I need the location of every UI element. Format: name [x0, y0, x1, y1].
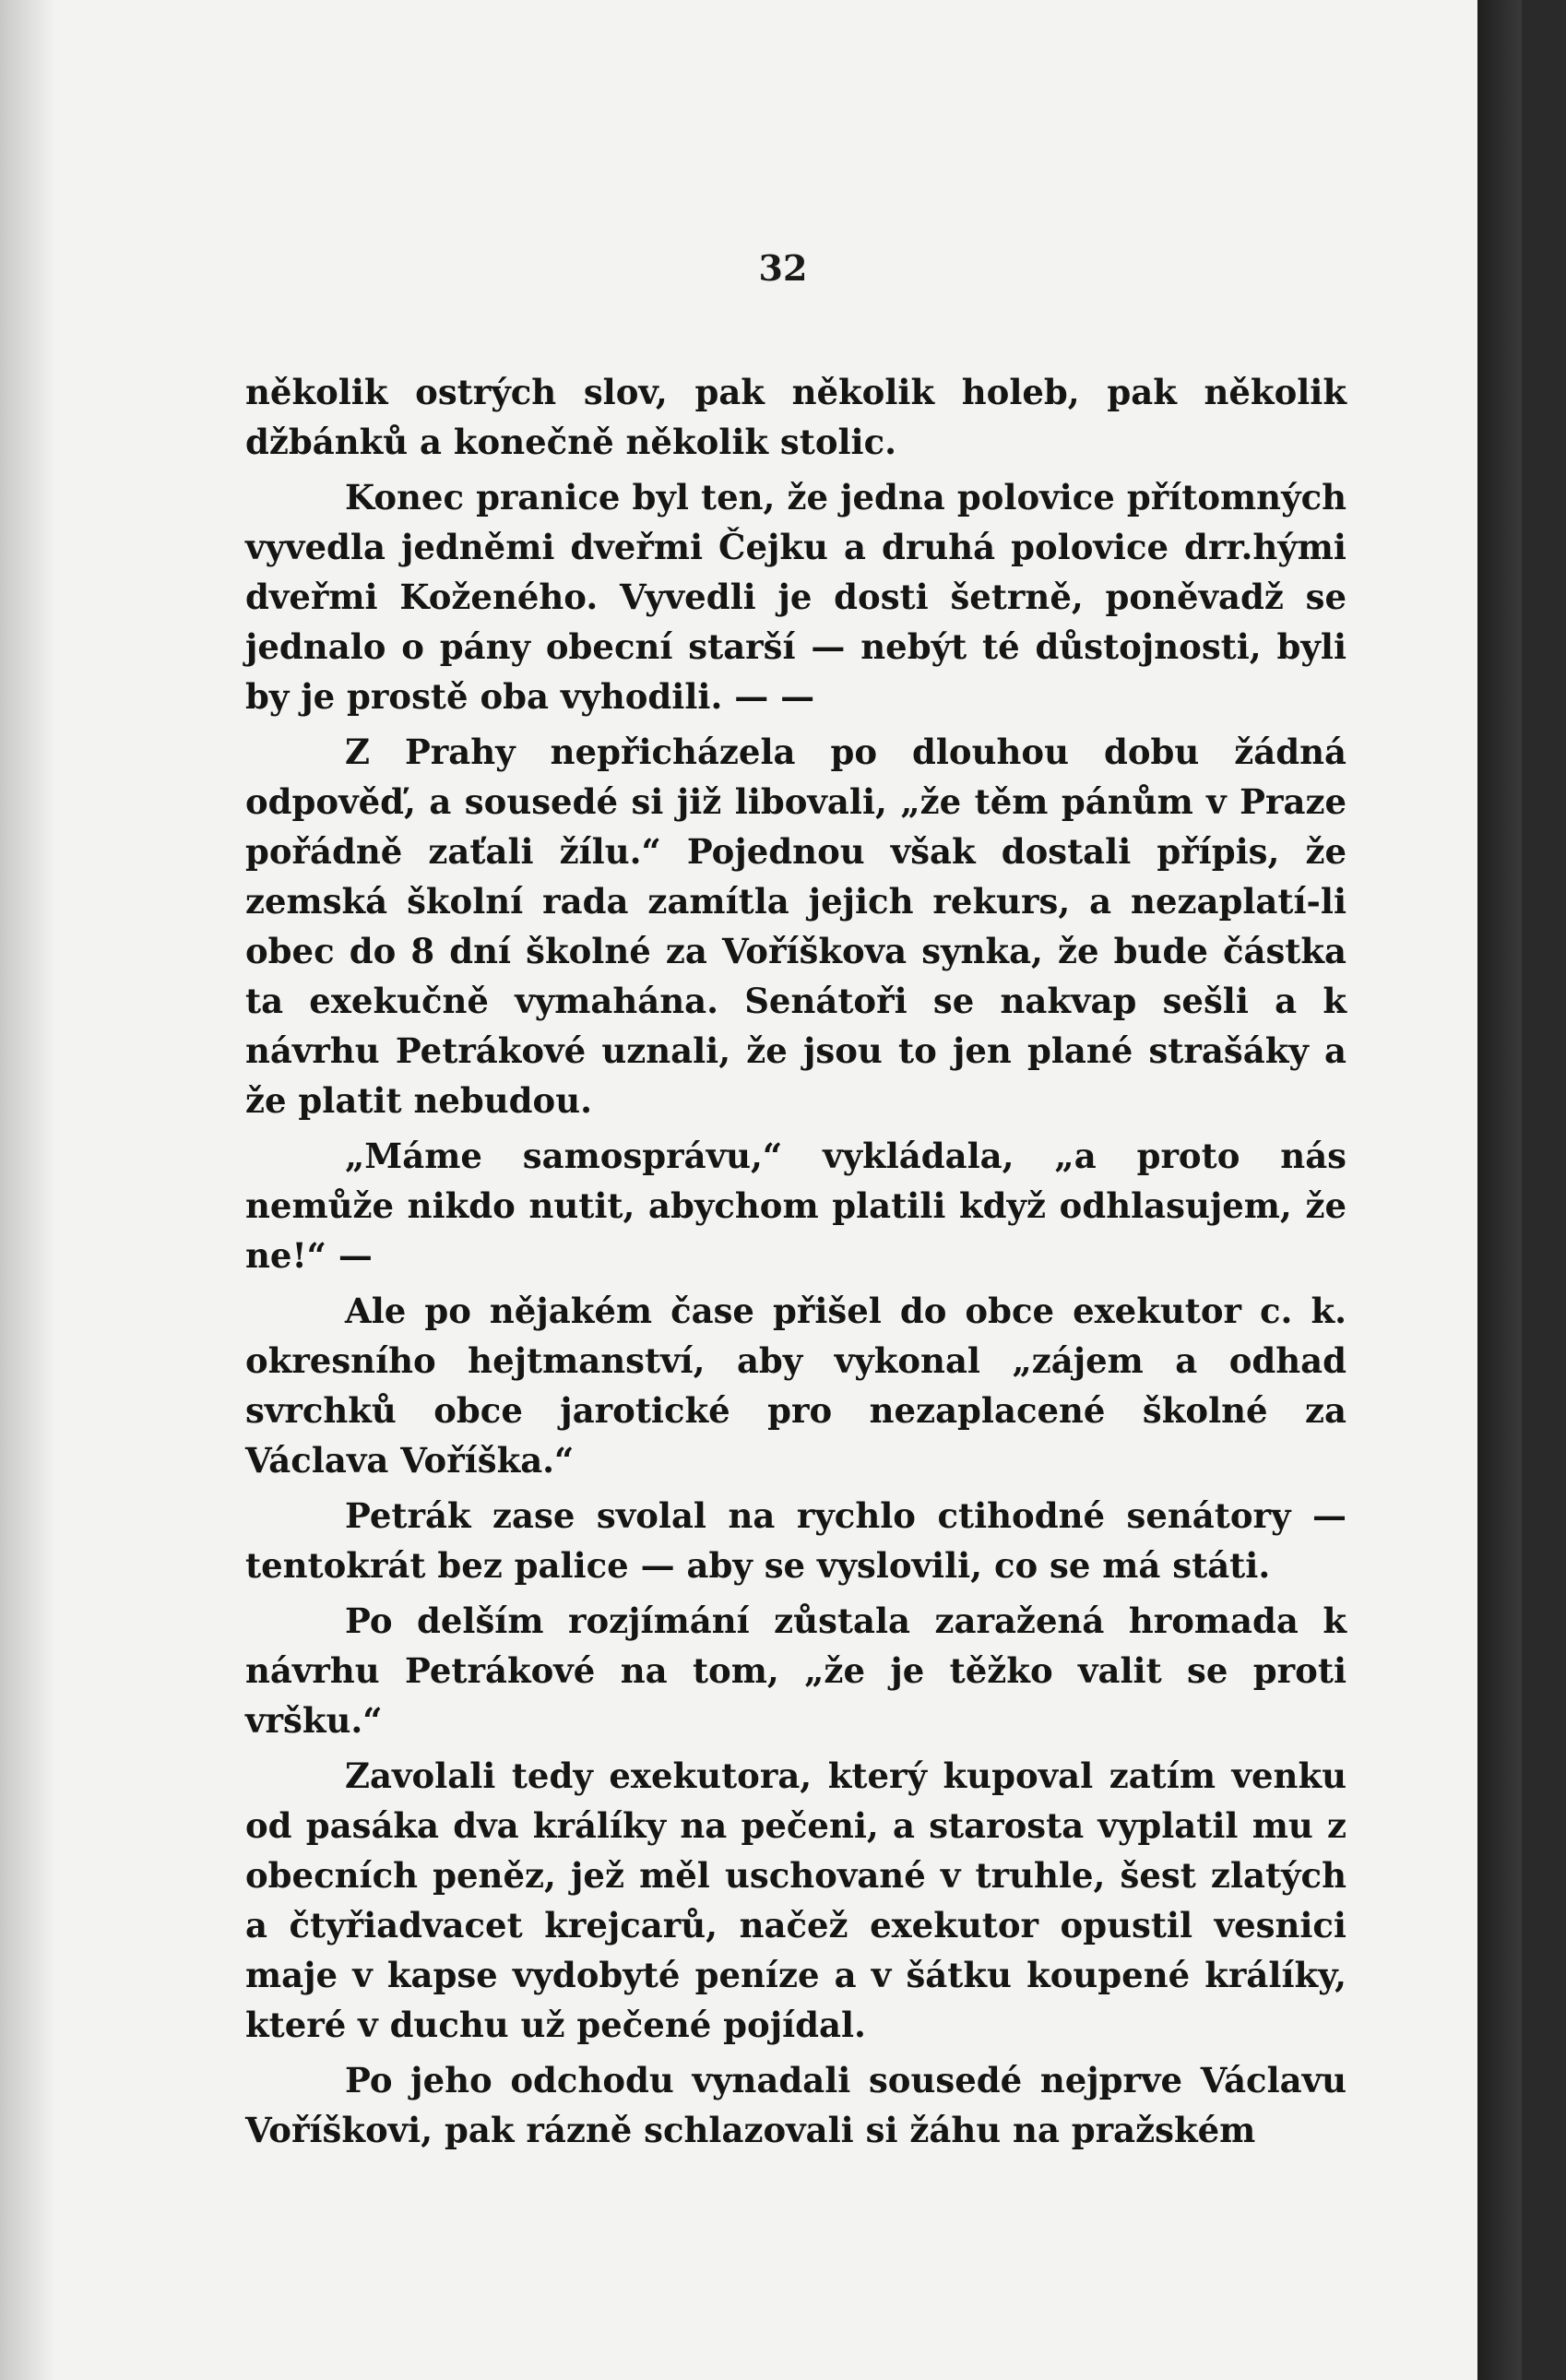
paragraph: „Máme samosprávu,“ vykládala, „a proto nás nemůže nikdo nutit, abychom platili když odhlasujem, že ne!“ —: [245, 1136, 1347, 1276]
paragraph: Petrák zase svolal na rychlo ctihodné senátory — tentokrát bez palice — aby se vyslovili, co se má státi.: [245, 1495, 1347, 1586]
paragraph: Konec pranice byl ten, že jedna polovice přítomných vyvedla jedněmi dveřmi Čejku a druhá polovice drr.hými dveřmi Koženého. Vyvedli je dosti šetrně, poněvadž se jednalo o pány obecní starší — nebýt té důstojnosti, byli by je prostě oba vyhodili. — —: [245, 477, 1347, 717]
paragraph: několik ostrých slov, pak několik holeb, pak několik džbánků a konečně několik stolic.: [245, 372, 1347, 462]
paragraph: Po jeho odchodu vynadali sousedé nejprve Václavu Voříškovi, pak rázně schlazovali si žáhu na pražském: [245, 2060, 1347, 2150]
paragraph: Po delším rozjímání zůstala zaražená hromada k návrhu Petrákové na tom, „že je těžko valit se proti vršku.“: [245, 1601, 1347, 1741]
page-number: 32: [758, 247, 808, 289]
scan-dark-edge: [1477, 0, 1522, 2380]
paragraph: Z Prahy nepřicházela po dlouhou dobu žádná odpověď, a sousedé si již libovali, „že těm pánům v Praze pořádně zaťali žílu.“ Pojednou však dostali přípis, že zemská školní rada zamítla jejich rekurs, a nezaplatí-li obec do 8 dní školné za Voříškova synka, že bude částka ta exekučně vymahána. Senátoři se nakvap sešli a k návrhu Petrákové uznali, že jsou to jen plané strašáky a že platit nebudou.: [245, 732, 1347, 1121]
paragraph: Zavolali tedy exekutora, který kupoval zatím venku od pasáka dva králíky na pečeni, a starosta vyplatil mu z obecních peněz, jež měl uschované v truhle, šest zlatých a čtyřiadvacet krejcarů, načež exekutor opustil vesnici maje v kapse vydobyté peníze a v šátku koupené králíky, které v duchu už pečené pojídal.: [245, 1755, 1347, 2045]
body-text: [245, 367, 1347, 2160]
paragraph: Ale po nějakém čase přišel do obce exekutor c. k. okresního hejtmanství, aby vykonal „zájem a odhad svrchků obce jarotické pro nezaplacené školné za Václava Voříška.“: [245, 1291, 1347, 1481]
